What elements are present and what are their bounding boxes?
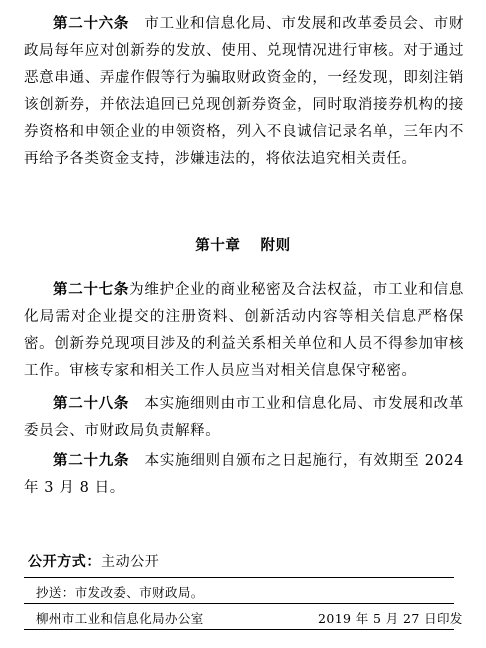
- article-28-text: 本实施细则由市工业和信息化局、市发展和改革委员会、市财政局负责解释。: [24, 396, 464, 439]
- publicity-value: 主动公开: [101, 554, 160, 570]
- issue-date: 2019 年 5 月 27 日印发: [318, 611, 463, 626]
- chapter-title: 附则: [260, 237, 291, 254]
- chapter-heading: [0, 234, 486, 255]
- article-28: [24, 390, 464, 445]
- publicity-label: 公开方式：: [28, 554, 101, 570]
- article-29: [24, 447, 464, 502]
- article-27-label: 第二十七条: [53, 281, 130, 298]
- article-26-text: 市工业和信息化局、市发展和改革委员会、市财政局每年应对创新券的发放、使用、兑现情况进行审核。对于通过恶意串通、弄虚作假等行为骗取财政资金的，一经发现，即刻注销该创新券，并依法追回已兑现创新券资金，同时取消接券机构的接券资格和申领企业的申领资格，列入不良诚信记录名单，三年内不再给予各类资金支持，涉嫌违法的，将依法追究相关责任。: [24, 16, 464, 167]
- cc-line: 抄送：市发改委、市财政局。: [36, 585, 204, 600]
- article-26: [24, 10, 464, 173]
- footer-rule-middle: [24, 603, 454, 604]
- footer-rule-bottom: [24, 629, 454, 630]
- article-26-label: 第二十六条: [53, 15, 130, 32]
- article-29-text: 本实施细则自颁布之日起施行，有效期至 2024 年 3 月 8 日。: [24, 453, 465, 496]
- article-28-label: 第二十八条: [53, 395, 130, 412]
- article-29-label: 第二十九条: [53, 452, 130, 469]
- issuer-name: 柳州市工业和信息化局办公室: [36, 611, 204, 626]
- footer-rule-top: [24, 577, 454, 578]
- article-27-text: 为维护企业的商业秘密及合法权益，市工业和信息化局需对企业提交的注册资料、创新活动内容等相关信息严格保密。创新券兑现项目涉及的利益关系相关单位和人员不得参加审核工作。审核专家和相关工作人员应当对相关信息保守秘密。: [24, 282, 465, 379]
- article-27: [24, 276, 464, 385]
- publicity-line: [28, 551, 159, 571]
- chapter-number: 第十章: [195, 237, 241, 254]
